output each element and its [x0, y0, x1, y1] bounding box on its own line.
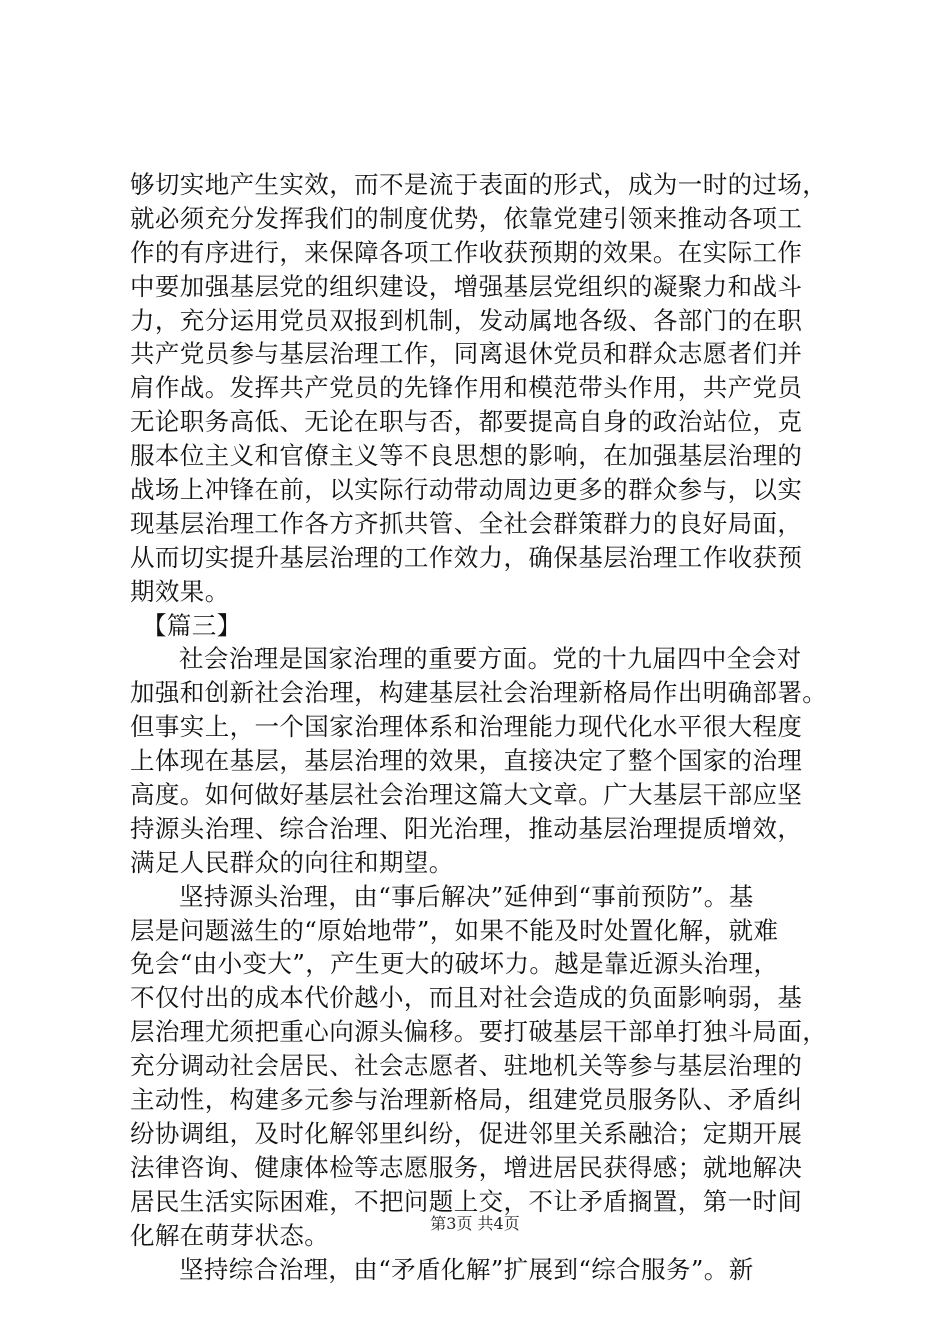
text-line: 力，充分运用党员双报到机制，发动属地各级、各部门的在职	[130, 305, 803, 335]
text-line: 共产党员参与基层治理工作，同离退休党员和群众志愿者们并	[130, 339, 803, 369]
document-body	[130, 168, 830, 1286]
text-line: 不仅付出的成本代价越小，而且对社会造成的负面影响弱，基	[130, 983, 803, 1013]
text-line: 上体现在基层，基层治理的效果，直接决定了整个国家的治理	[130, 746, 803, 776]
text-line: 服本位主义和官僚主义等不良思想的影响，在加强基层治理的	[130, 441, 803, 471]
text-line: 持源头治理、综合治理、阳光治理，推动基层治理提质增效，	[130, 813, 803, 843]
text-line: 中要加强基层党的组织建设，增强基层党组织的凝聚力和战斗	[130, 271, 803, 301]
paragraph-start-line: 坚持源头治理，由“事后解决”延伸到“事前预防”。基	[179, 881, 754, 911]
paragraph-start-line: 坚持综合治理，由“矛盾化解”扩展到“综合服务”。新	[179, 1254, 754, 1284]
text-line: 无论职务高低、无论在职与否，都要提高自身的政治站位，克	[130, 407, 803, 437]
text-line: 免会“由小变大”，产生更大的破坏力。越是靠近源头治理，	[130, 949, 779, 979]
section-heading: 【篇三】	[142, 610, 242, 640]
text-line: 期效果。	[130, 576, 230, 606]
text-line: 加强和创新社会治理，构建基层社会治理新格局作出明确部署。	[130, 678, 828, 708]
text-line: 高度。如何做好基层社会治理这篇大文章。广大基层干部应坚	[130, 780, 803, 810]
text-line: 肩作战。发挥共产党员的先锋作用和模范带头作用，共产党员	[130, 373, 803, 403]
text-line: 作的有序进行，来保障各项工作收获预期的效果。在实际工作	[130, 237, 803, 267]
page-number-footer: 第3页 共4页	[430, 1214, 520, 1233]
text-line: 层是问题滋生的“原始地带”，如果不能及时处置化解，就难	[130, 915, 779, 945]
text-line: 主动性，构建多元参与治理新格局，组建党员服务队、矛盾纠	[130, 1085, 803, 1115]
paragraph-start-line: 社会治理是国家治理的重要方面。党的十九届四中全会对	[179, 644, 802, 674]
text-line: 现基层治理工作各方齐抓共管、全社会群策群力的良好局面，	[130, 508, 803, 538]
text-line: 充分调动社会居民、社会志愿者、驻地机关等参与基层治理的	[130, 1051, 803, 1081]
text-line: 化解在萌芽状态。	[130, 1220, 330, 1250]
text-line: 纷协调组，及时化解邻里纠纷，促进邻里关系融洽；定期开展	[130, 1118, 803, 1148]
text-line: 法律咨询、健康体检等志愿服务，增进居民获得感；就地解决	[130, 1152, 803, 1182]
text-line: 层治理尤须把重心向源头偏移。要打破基层干部单打独斗局面，	[130, 1017, 828, 1047]
text-line: 但事实上，一个国家治理体系和治理能力现代化水平很大程度	[130, 712, 803, 742]
text-line: 够切实地产生实效，而不是流于表面的形式，成为一时的过场，	[130, 170, 828, 199]
text-line: 从而切实提升基层治理的工作效力，确保基层治理工作收获预	[130, 542, 803, 572]
text-line: 就必须充分发挥我们的制度优势，依靠党建引领来推动各项工	[130, 203, 803, 233]
text-line: 满足人民群众的向往和期望。	[130, 847, 454, 877]
text-line: 居民生活实际困难，不把问题上交，不让矛盾搁置，第一时间	[130, 1186, 803, 1216]
text-line: 战场上冲锋在前，以实际行动带动周边更多的群众参与，以实	[130, 475, 803, 505]
